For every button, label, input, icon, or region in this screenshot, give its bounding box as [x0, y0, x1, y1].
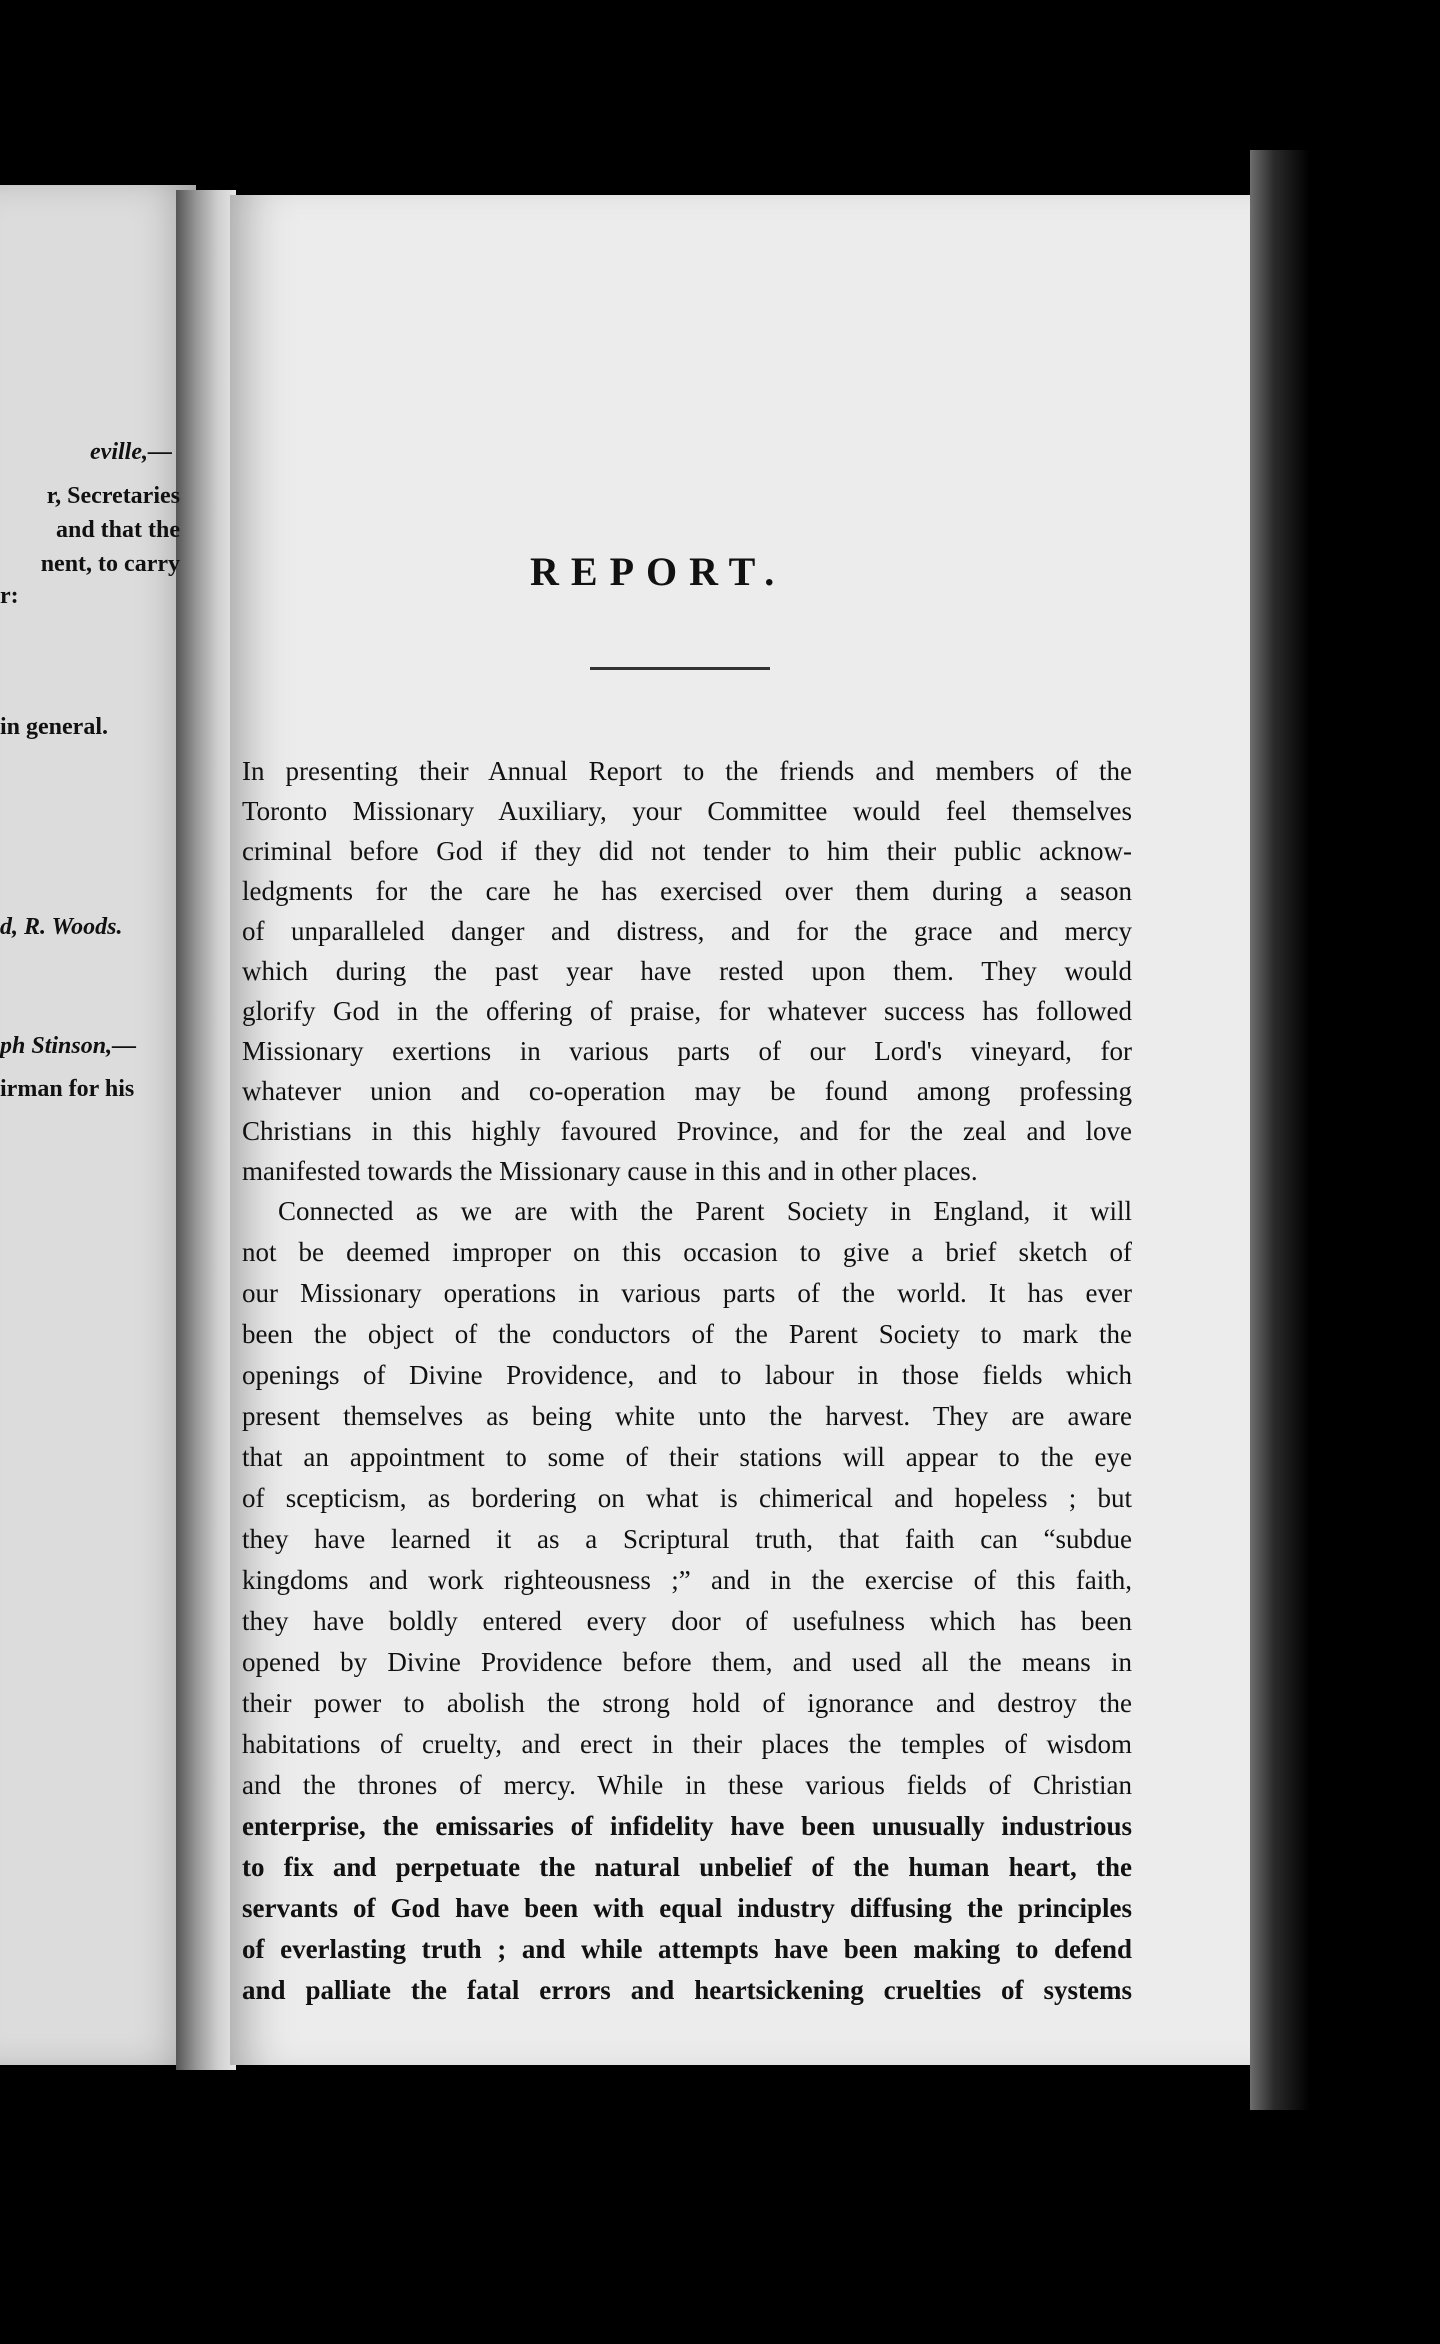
body-line: which during the past year have rested upon them. They would	[242, 956, 1132, 986]
left-line-6: in general.	[0, 714, 108, 740]
body-line: Connected as we are with the Parent Society in England, it will	[278, 1196, 1132, 1226]
body-line: habitations of cruelty, and erect in their places the temples of wisdom	[242, 1729, 1132, 1759]
body-line: criminal before God if they did not tender to him their public acknow-	[242, 836, 1132, 866]
body-line: Christians in this highly favoured Province, and for the zeal and love	[242, 1116, 1132, 1146]
left-line-3: and that the	[55, 517, 180, 543]
body-line: manifested towards the Missionary cause in this and in other places.	[242, 1156, 978, 1186]
body-line: opened by Divine Providence before them, and used all the means in	[242, 1647, 1132, 1677]
body-line: kingdoms and work righteousness ;” and in the exercise of this faith,	[242, 1565, 1132, 1595]
left-line-7: d, R. Woods.	[0, 914, 123, 940]
left-line-8: ph Stinson,—	[0, 1033, 137, 1059]
body-line: enterprise, the emissaries of infidelity have been unusually industrious	[242, 1811, 1132, 1841]
body-line: to fix and perpetuate the natural unbelief of the human heart, the	[242, 1852, 1132, 1882]
body-line: glorify God in the offering of praise, for whatever success has followed	[242, 996, 1132, 1026]
left-line-2: r, Secretaries	[46, 483, 180, 509]
body-line: Toronto Missionary Auxiliary, your Committee would feel themselves	[242, 796, 1132, 826]
body-line: openings of Divine Providence, and to labour in those fields which	[242, 1360, 1132, 1390]
body-line: of scepticism, as bordering on what is chimerical and hopeless ; but	[242, 1483, 1132, 1513]
body-line: whatever union and co-operation may be found among professing	[242, 1076, 1132, 1106]
body-line: our Missionary operations in various parts of the world. It has ever	[242, 1278, 1132, 1308]
body-line: they have boldly entered every door of usefulness which has been	[242, 1606, 1132, 1636]
body-line: present themselves as being white unto the harvest. They are aware	[242, 1401, 1132, 1431]
body-line: they have learned it as a Scriptural truth, that faith can “subdue	[242, 1524, 1132, 1554]
body-line: ledgments for the care he has exercised over them during a season	[242, 876, 1132, 906]
left-line-1: eville,—	[90, 439, 172, 465]
body-line: and the thrones of mercy. While in these various fields of Christian	[242, 1770, 1132, 1800]
body-line: not be deemed improper on this occasion to give a brief sketch of	[242, 1237, 1132, 1267]
body-line: that an appointment to some of their stations will appear to the eye	[242, 1442, 1132, 1472]
body-line: been the object of the conductors of the Parent Society to mark the	[242, 1319, 1132, 1349]
body-line: of everlasting truth ; and while attempts have been making to defend	[242, 1934, 1132, 1964]
book-gutter	[176, 190, 236, 2070]
left-page-fragment	[0, 185, 196, 2065]
left-line-4: nent, to carry	[40, 551, 180, 577]
left-line-5: r:	[0, 583, 19, 609]
left-line-9: irman for his	[0, 1076, 135, 1102]
page-edge-shadow	[1250, 150, 1310, 2110]
body-line: their power to abolish the strong hold of ignorance and destroy the	[242, 1688, 1132, 1718]
body-line: of unparalleled danger and distress, and for the grace and mercy	[242, 916, 1132, 946]
body-line: In presenting their Annual Report to the friends and members of the	[242, 756, 1132, 786]
body-line: and palliate the fatal errors and heartsickening cruelties of systems	[242, 1975, 1132, 2005]
body-line: servants of God have been with equal industry diffusing the principles	[242, 1893, 1132, 1923]
report-heading: REPORT.	[530, 549, 787, 594]
heading-rule	[590, 667, 770, 670]
body-line: Missionary exertions in various parts of our Lord's vineyard, for	[242, 1036, 1132, 1066]
